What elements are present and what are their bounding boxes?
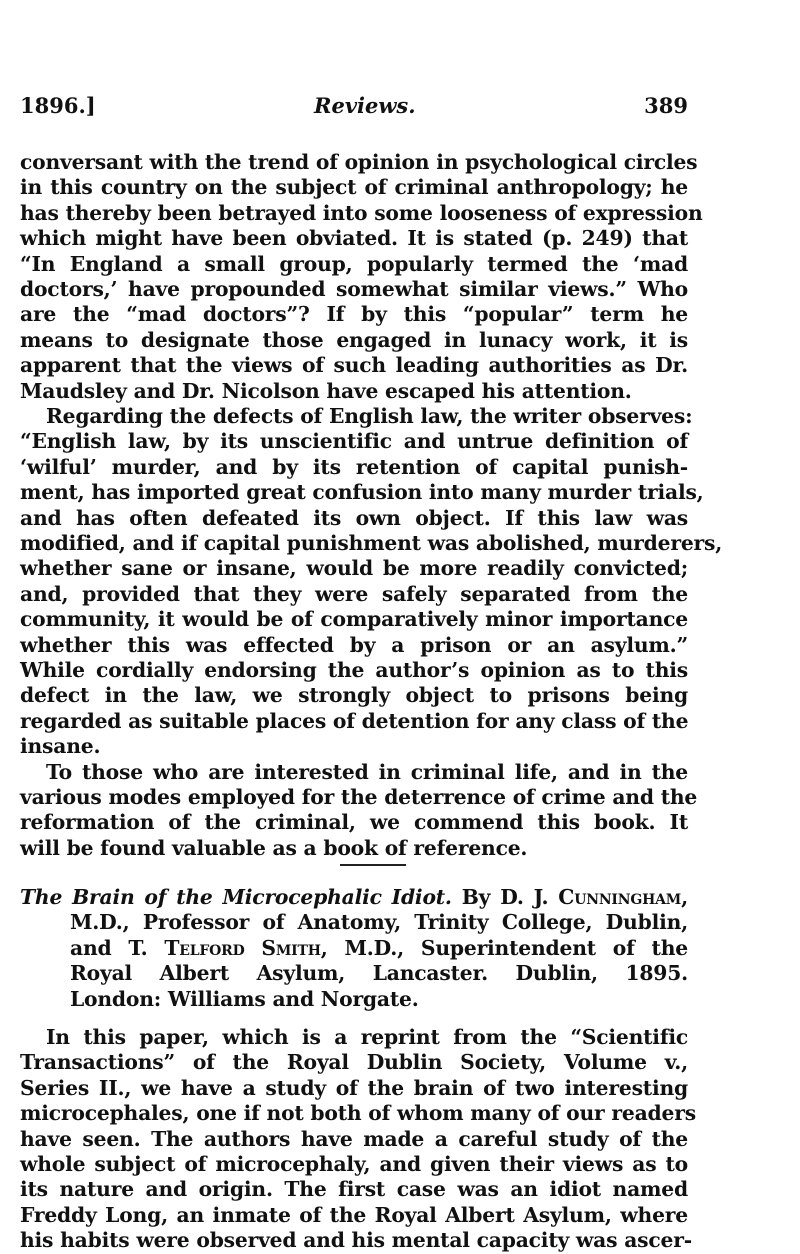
text-line: its nature and origin. The first case was an idiot named — [20, 1177, 688, 1202]
text-line: whole subject of microcephaly, and given their views as to — [20, 1152, 688, 1176]
text-line: doctors,’ have propounded somewhat similar views.” Who — [20, 277, 688, 301]
text-line: ment, has imported great confusion into many murder trials, — [20, 480, 704, 505]
citation-line: M.D., Professor of Anatomy, Trinity College, Dublin, — [70, 910, 688, 935]
text-line: Maudsley and Dr. Nicolson have escaped his attention. — [20, 378, 632, 403]
page-number: 389 — [644, 93, 688, 118]
citation-text: M.D., Superintendent of the — [344, 935, 688, 960]
text-line: “In England a small group, popularly termed the ‘mad — [20, 251, 688, 276]
text-line: are the “mad doctors”? If by this “popular” term he — [20, 302, 688, 327]
section-divider — [340, 864, 406, 866]
running-head-year: 1896.] — [20, 93, 96, 118]
text-line: in this country on the subject of criminal anthropology; he — [20, 175, 688, 200]
book-title: The Brain of the Microcephalic Idiot. — [20, 885, 452, 909]
text-line: conversant with the trend of opinion in psychological circles — [20, 150, 698, 174]
text-line: which might have been obviated. It is stated (p. 249) that — [20, 226, 688, 251]
text-line: his habits were observed and his mental capacity was ascer- — [20, 1228, 692, 1253]
text-line: whether this was effected by a prison or an asylum.” — [20, 632, 688, 657]
citation-line: Royal Albert Asylum, Lancaster. Dublin, 1895. — [70, 961, 688, 986]
citation-by: By D. J. — [461, 885, 549, 909]
text-line: and has often defeated its own object. If this law was — [20, 505, 688, 530]
text-line: Regarding the defects of English law, the writer observes: — [46, 404, 693, 428]
text-line: “English law, by its unscientific and untrue definition of — [20, 429, 688, 454]
text-line: means to designate those engaged in lunacy work, it is — [20, 327, 688, 352]
citation-text: and T. — [70, 935, 148, 960]
text-line: To those who are interested in criminal life, and in the — [46, 759, 688, 784]
text-line: regarded as suitable places of detention for any class of the — [20, 708, 689, 733]
citation-line — [20, 885, 688, 910]
author-name: Cunningham, — [558, 885, 688, 909]
text-line: microcephales, one if not both of whom many of our readers — [20, 1101, 696, 1126]
running-head — [20, 91, 688, 121]
text-line: community, it would be of comparatively minor importance — [20, 607, 688, 632]
text-line: While cordially endorsing the author’s opinion as to this — [20, 658, 688, 682]
text-line: Freddy Long, an inmate of the Royal Albert Asylum, where — [20, 1202, 688, 1227]
text-line: ‘wilful’ murder, and by its retention of capital punish- — [20, 454, 688, 479]
text-line: various modes employed for the deterrence of crime and the — [20, 785, 698, 809]
text-line: In this paper, which is a reprint from the “Scientific — [46, 1025, 688, 1049]
citation-line — [20, 936, 688, 961]
text-line: will be found valuable as a book of reference. — [20, 835, 528, 860]
text-line: apparent that the views of such leading authorities as Dr. — [20, 353, 688, 378]
text-line: reformation of the criminal, we commend this book. It — [20, 810, 688, 835]
text-line: defect in the law, we strongly object to prisons being — [20, 683, 688, 708]
text-line: Series II., we have a study of the brain of two interesting — [20, 1075, 688, 1100]
text-line: and, provided that they were safely separated from the — [20, 581, 688, 606]
running-head-section: Reviews. — [314, 93, 416, 118]
text-line: insane. — [20, 734, 101, 759]
text-line: whether sane or insane, would be more readily convicted; — [20, 556, 688, 581]
text-line: has thereby been betrayed into some looseness of expression — [20, 200, 703, 225]
text-line: have seen. The authors have made a careful study of the — [20, 1126, 688, 1151]
text-line: Transactions” of the Royal Dublin Society, Volume v., — [20, 1050, 688, 1075]
citation-line: London: Williams and Norgate. — [70, 986, 419, 1011]
author-name: Telford Smith, — [164, 935, 328, 960]
text-line: modified, and if capital punishment was abolished, murderers, — [20, 531, 723, 555]
